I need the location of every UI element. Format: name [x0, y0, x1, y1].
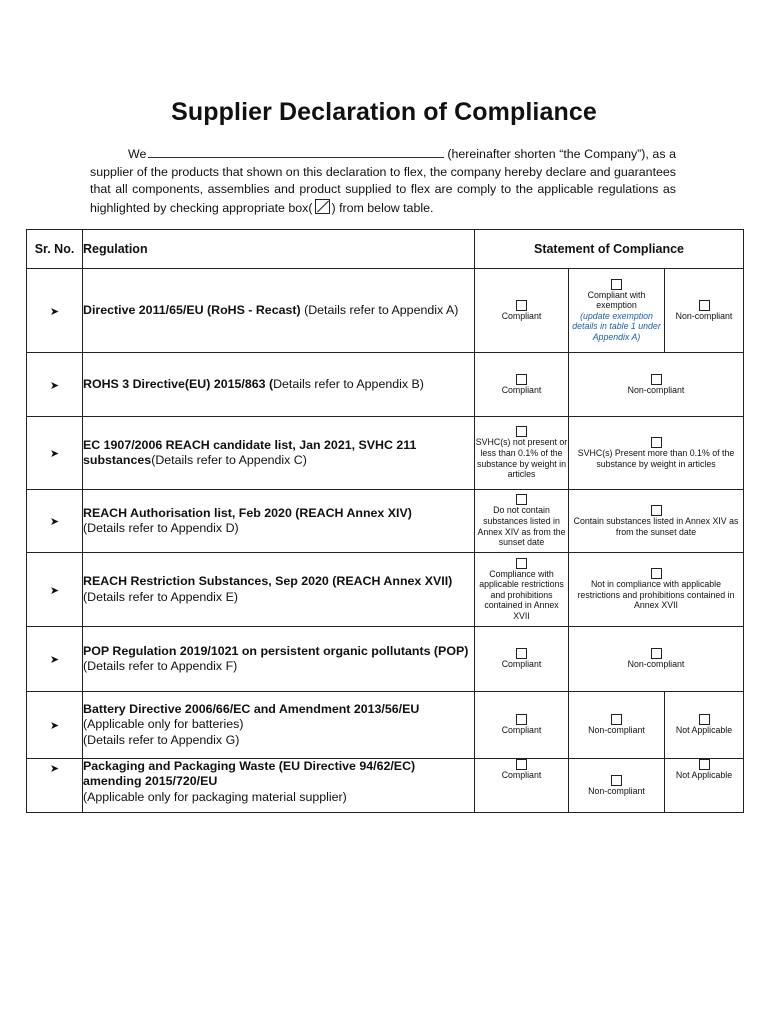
option-compliant — [475, 627, 569, 692]
regulation-cell — [83, 692, 475, 759]
regulation-detail: (Details refer to Appendix A) — [300, 302, 459, 317]
checkbox[interactable] — [516, 714, 527, 725]
checkbox[interactable] — [516, 494, 527, 505]
regulation-detail: (Applicable only for batteries) — [83, 717, 244, 732]
regulation-cell — [83, 353, 475, 417]
option-compliance — [475, 553, 569, 627]
option-label: Compliant — [501, 310, 542, 321]
regulation-title: Battery Directive 2006/66/EC and Amendment 2013/56/EU — [83, 701, 420, 716]
regulation-detail: (Details refer to Appendix G) — [83, 732, 240, 747]
regulation-cell — [83, 553, 475, 627]
checked-box-icon — [315, 199, 330, 214]
checkbox[interactable] — [611, 279, 622, 290]
regulation-title: POP Regulation 2019/1021 on persistent organic pollutants (POP) — [83, 643, 469, 658]
company-name-blank[interactable] — [148, 146, 444, 158]
checkbox[interactable] — [611, 714, 622, 725]
regulation-detail: (Details refer to Appendix E) — [83, 589, 238, 604]
checkbox[interactable] — [516, 374, 527, 385]
option-label: Compliant with exemption — [587, 289, 646, 311]
option-non-compliant — [569, 353, 744, 417]
regulation-cell — [83, 490, 475, 553]
option-compliant — [475, 353, 569, 417]
option-label: Contain substances listed in Annex XIV as from the sunset date — [573, 515, 739, 537]
regulation-title: REACH Authorisation list, Feb 2020 (REACH Annex XIV) — [83, 505, 412, 520]
table-row — [27, 692, 744, 759]
option-label: Non-compliant — [588, 785, 645, 796]
option-non-compliant — [665, 269, 744, 353]
regulation-detail: (Details refer to Appendix F) — [83, 659, 238, 673]
option-not-in-compliance — [569, 553, 744, 627]
header-regulation: Regulation — [83, 230, 475, 269]
regulation-detail: (Applicable only for packaging material supplier) — [83, 789, 347, 804]
checkbox[interactable] — [651, 505, 662, 516]
checkbox[interactable] — [516, 300, 527, 311]
option-note: (update exemption details in table 1 under Appendix A) — [572, 310, 661, 342]
regulation-title: EC 1907/2006 REACH candidate list, Jan 2021, SVHC 211 substances — [83, 437, 417, 467]
option-label: Compliance with applicable restrictions and prohibitions contained in Annex XVII — [479, 568, 564, 621]
option-non-compliant — [569, 627, 744, 692]
bullet-arrow-icon: ➤ — [49, 763, 60, 775]
checkbox[interactable] — [516, 648, 527, 659]
option-label: Do not contain substances listed in Annex XIV as from the sunset date — [477, 505, 566, 548]
option-not-applicable — [665, 692, 744, 759]
regulation-detail: (Details refer to Appendix D) — [83, 521, 239, 535]
regulation-detail: Details refer to Appendix B) — [273, 376, 424, 391]
table-row — [27, 353, 744, 417]
option-label: Compliant — [501, 659, 542, 670]
regulation-cell — [83, 627, 475, 692]
bullet-arrow-icon: ➤ — [49, 305, 60, 318]
regulation-title: Packaging and Packaging Waste (EU Directive 94/62/EC) amending 2015/720/EU — [83, 759, 416, 789]
checkbox[interactable] — [651, 648, 662, 659]
option-svhc-not-present — [475, 417, 569, 490]
intro-tail: ) from below table. — [331, 200, 434, 215]
option-label: Non-compliant — [627, 659, 685, 670]
intro-paragraph — [90, 146, 676, 217]
bullet-arrow-icon: ➤ — [49, 379, 60, 392]
option-label: Non-compliant — [627, 384, 685, 395]
document-title: Supplier Declaration of Compliance — [171, 98, 597, 126]
regulation-title: ROHS 3 Directive(EU) 2015/863 ( — [83, 376, 274, 391]
header-sr-no: Sr. No. — [27, 230, 83, 269]
option-label: Non-compliant — [675, 310, 733, 321]
checkbox[interactable] — [651, 568, 662, 579]
intro-we: We — [128, 147, 147, 161]
option-label: Not in compliance with applicable restrictions and prohibitions contained in Annex XVII — [577, 579, 735, 611]
header-statement: Statement of Compliance — [475, 230, 744, 269]
table-row — [27, 269, 744, 353]
option-label: Compliant — [501, 384, 542, 395]
regulation-cell — [83, 269, 475, 353]
regulation-cell — [83, 759, 475, 813]
option-compliant — [475, 692, 569, 759]
checkbox[interactable] — [516, 759, 527, 770]
regulation-detail: (Details refer to Appendix C) — [151, 453, 307, 467]
checkbox[interactable] — [651, 374, 662, 385]
table-row — [27, 759, 744, 813]
table-row — [27, 417, 744, 490]
option-not-contain — [475, 490, 569, 553]
option-non-compliant — [569, 692, 665, 759]
option-label: Non-compliant — [588, 725, 645, 736]
option-label: SVHC(s) Present more than 0.1% of the substance by weight in articles — [577, 447, 735, 469]
option-compliant — [475, 269, 569, 353]
regulation-title: Directive 2011/65/EU (RoHS - Recast) — [83, 302, 301, 317]
table-row — [27, 490, 744, 553]
option-label: Not Applicable — [675, 770, 733, 781]
checkbox[interactable] — [516, 426, 527, 437]
regulation-title: REACH Restriction Substances, Sep 2020 (REACH Annex XVII) — [83, 574, 453, 589]
bullet-arrow-icon: ➤ — [49, 516, 60, 528]
compliance-table — [26, 229, 744, 813]
table-row — [27, 627, 744, 692]
table-header-row — [27, 230, 744, 269]
option-compliant — [475, 759, 569, 813]
checkbox[interactable] — [699, 300, 710, 311]
bullet-arrow-icon: ➤ — [49, 584, 60, 597]
option-label: SVHC(s) not present or less than 0.1% of the substance by weight in articles — [475, 437, 568, 480]
bullet-arrow-icon: ➤ — [49, 448, 60, 460]
checkbox[interactable] — [651, 437, 662, 448]
checkbox[interactable] — [516, 558, 527, 569]
bullet-arrow-icon: ➤ — [49, 654, 60, 666]
option-non-compliant — [569, 759, 665, 813]
option-contain — [569, 490, 744, 553]
option-label: Not Applicable — [675, 725, 733, 736]
regulation-cell — [83, 417, 475, 490]
table-row — [27, 553, 744, 627]
checkbox[interactable] — [611, 775, 622, 786]
option-svhc-present — [569, 417, 744, 490]
intro-body: (hereinafter shorten “the Company”), as a supplier of the products that shown on this declaration to flex, the company hereby declare and guarantees that all components, assemblies and product supplied to flex are comply to the applicable regulations as highlighted by checking appropriate box( — [90, 147, 676, 215]
bullet-arrow-icon: ➤ — [49, 720, 60, 732]
option-compliant-exemption — [569, 269, 665, 353]
checkbox[interactable] — [699, 714, 710, 725]
option-label: Compliant — [501, 770, 542, 781]
checkbox[interactable] — [699, 759, 710, 770]
option-not-applicable — [665, 759, 744, 813]
option-label: Compliant — [501, 725, 542, 736]
